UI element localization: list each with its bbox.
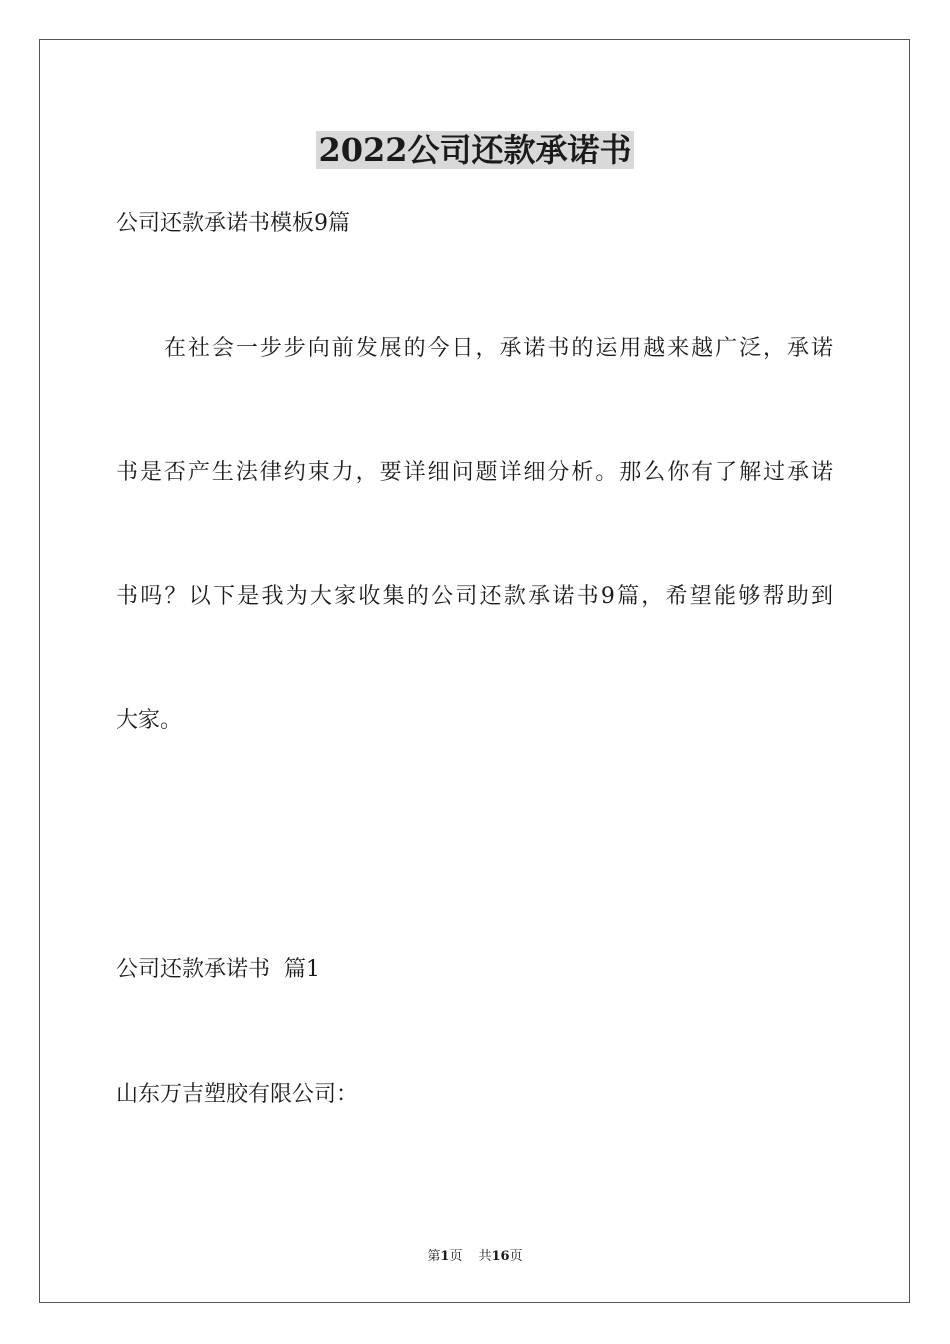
footer-page-suffix: 页: [449, 1249, 463, 1264]
page-footer: [0, 1248, 950, 1266]
document-title-text: 2022公司还款承诺书: [318, 131, 632, 169]
addressee-line: 山东万吉塑胶有限公司：: [116, 1082, 359, 1107]
intro-paragraph-line-2: 书是否产生法律约束力，要详细问题详细分析。那么你有了解过承诺: [116, 460, 833, 485]
footer-page-number: 1: [440, 1249, 450, 1264]
document-title: [0, 128, 950, 172]
footer-total-prefix: 共: [478, 1249, 492, 1264]
intro-paragraph-line-1: 在社会一步步向前发展的今日，承诺书的运用越来越广泛，承诺: [164, 336, 833, 361]
section-heading: 公司还款承诺书 篇1: [116, 957, 320, 982]
footer-page-prefix: 第: [427, 1249, 441, 1264]
document-subtitle: 公司还款承诺书模板9篇: [116, 211, 350, 236]
intro-paragraph-line-3: 书吗？以下是我为大家收集的公司还款承诺书9篇，希望能够帮助到: [116, 584, 833, 609]
footer-total-pages: 16: [491, 1249, 510, 1264]
intro-paragraph-line-4: 大家。: [116, 708, 183, 733]
footer-total-suffix: 页: [509, 1249, 523, 1264]
